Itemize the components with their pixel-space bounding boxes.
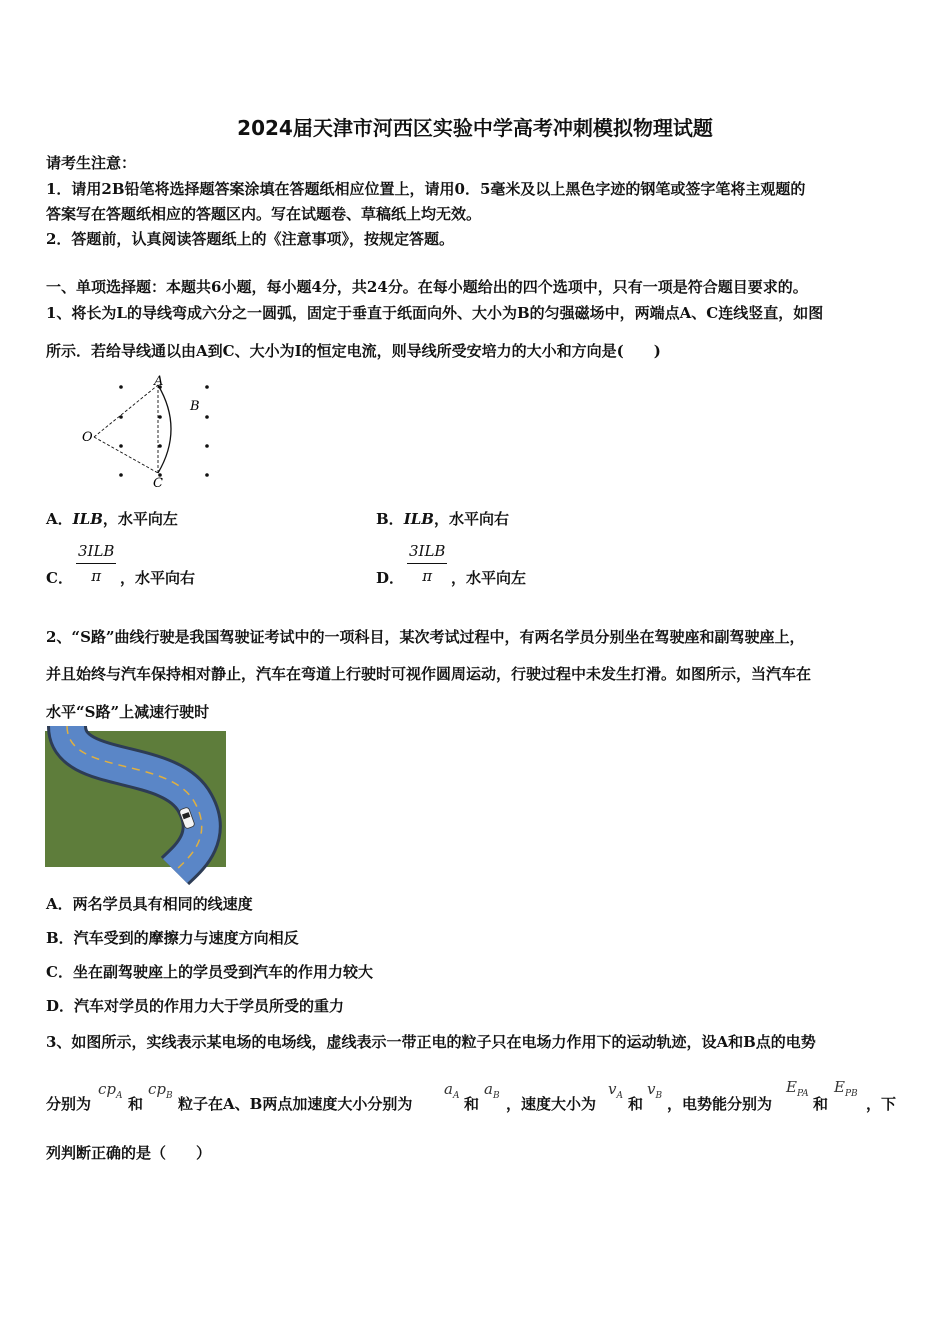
q1-option-d-text: ，水平向左 <box>451 569 527 587</box>
q3-line-3: 列判断正确的是（ ） <box>46 1144 212 1162</box>
q3-text-1: 分别为 <box>46 1095 92 1113</box>
label-b: B <box>190 399 200 414</box>
q2-line-1: 2、“S路”曲线行驶是我国驾驶证考试中的一项科目，某次考试过程中，有两名学员分别坐在驾驶座和副驾驶座上， <box>46 628 805 646</box>
q3-and-4: 和 <box>813 1095 829 1113</box>
q3-and-2: 和 <box>464 1095 480 1113</box>
q3-text-4: ，电势能分别为 <box>667 1095 773 1113</box>
label-o: O <box>82 430 93 445</box>
epa-symbol: $E_{PA}$ <box>786 1078 809 1099</box>
q2-option-c[interactable]: C．坐在副驾驶座上的学员受到汽车的作用力较大 <box>46 963 373 981</box>
q3-text-5: ，下 <box>866 1095 897 1113</box>
q3-text-3: ，速度大小为 <box>506 1095 597 1113</box>
phi-a-symbol: $cp_A$ <box>98 1080 123 1101</box>
wire-arc <box>158 385 171 473</box>
notice-heading: 请考生注意： <box>46 154 137 172</box>
v-b-symbol: $v_B$ <box>647 1080 663 1101</box>
page-title: 2024届天津市河西区实验中学高考冲刺模拟物理试题 <box>237 116 713 140</box>
q1-option-a[interactable]: A．ILB，水平向左 <box>46 510 178 528</box>
q3-line-1: 3、如图所示，实线表示某电场的电场线，虚线表示一带正电的粒子只在电场力作用下的运动轨迹，设A和B点的电势 <box>46 1033 816 1051</box>
v-a-symbol: $v_A$ <box>608 1080 623 1101</box>
notice-line-2: 答案写在答题纸相应的答题区内。写在试题卷、草稿纸上均无效。 <box>46 205 482 223</box>
a-a-symbol: $a_A$ <box>444 1080 460 1101</box>
q1-option-d-fraction: 3ILB π <box>409 542 446 585</box>
q1-option-c-fraction: 3ILB π <box>78 542 115 585</box>
q2-option-b[interactable]: B．汽车受到的摩擦力与速度方向相反 <box>46 929 299 947</box>
notice-line-3: 2．答题前，认真阅读答题纸上的《注意事项》，按规定答题。 <box>46 230 454 248</box>
q1-line-2: 所示．若给导线通以由A到C、大小为I的恒定电流，则导线所受安培力的大小和方向是( ) <box>46 342 661 360</box>
epb-symbol: $E_{PB}$ <box>834 1078 858 1099</box>
q2-line-2: 并且始终与汽车保持相对静止，汽车在弯道上行驶时可视作圆周运动，行驶过程中未发生打滑。如图所示，当汽车在 <box>46 665 812 683</box>
label-c: C <box>153 476 163 491</box>
label-a: A <box>154 374 164 389</box>
notice-line-1: 1．请用2B铅笔将选择题答案涂填在答题纸相应位置上，请用0．5毫米及以上黑色字迹的钢笔或签字笔将主观题的 <box>46 180 806 198</box>
q1-option-b[interactable]: B．ILB，水平向右 <box>376 510 509 528</box>
q1-line-1: 1、将长为L的导线弯成六分之一圆弧，固定于垂直于纸面向外、大小为B的匀强磁场中，两端点A、C连线竖直，如图 <box>46 304 824 322</box>
q2-line-3: 水平“S路”上减速行驶时 <box>46 703 210 721</box>
q3-and-3: 和 <box>628 1095 644 1113</box>
section-heading: 一、单项选择题：本题共6小题，每小题4分，共24分。在每小题给出的四个选项中，只有一项是符合题目要求的。 <box>46 278 808 296</box>
q1-option-c-label[interactable]: C． <box>46 569 73 587</box>
q1-option-d-label[interactable]: D． <box>376 569 405 587</box>
q2-option-d[interactable]: D．汽车对学员的作用力大于学员所受的重力 <box>46 997 345 1015</box>
q2-s-road-image <box>45 731 226 867</box>
q2-option-a[interactable]: A．两名学员具有相同的线速度 <box>46 895 253 913</box>
q3-text-2: 粒子在A、B两点加速度大小分别为 <box>178 1095 413 1113</box>
a-b-symbol: $a_B$ <box>484 1080 500 1101</box>
q3-and-1: 和 <box>128 1095 144 1113</box>
phi-b-symbol: $cp_B$ <box>148 1080 173 1101</box>
q1-magnetic-field-figure <box>80 375 220 490</box>
q1-option-c-text: ，水平向右 <box>120 569 196 587</box>
